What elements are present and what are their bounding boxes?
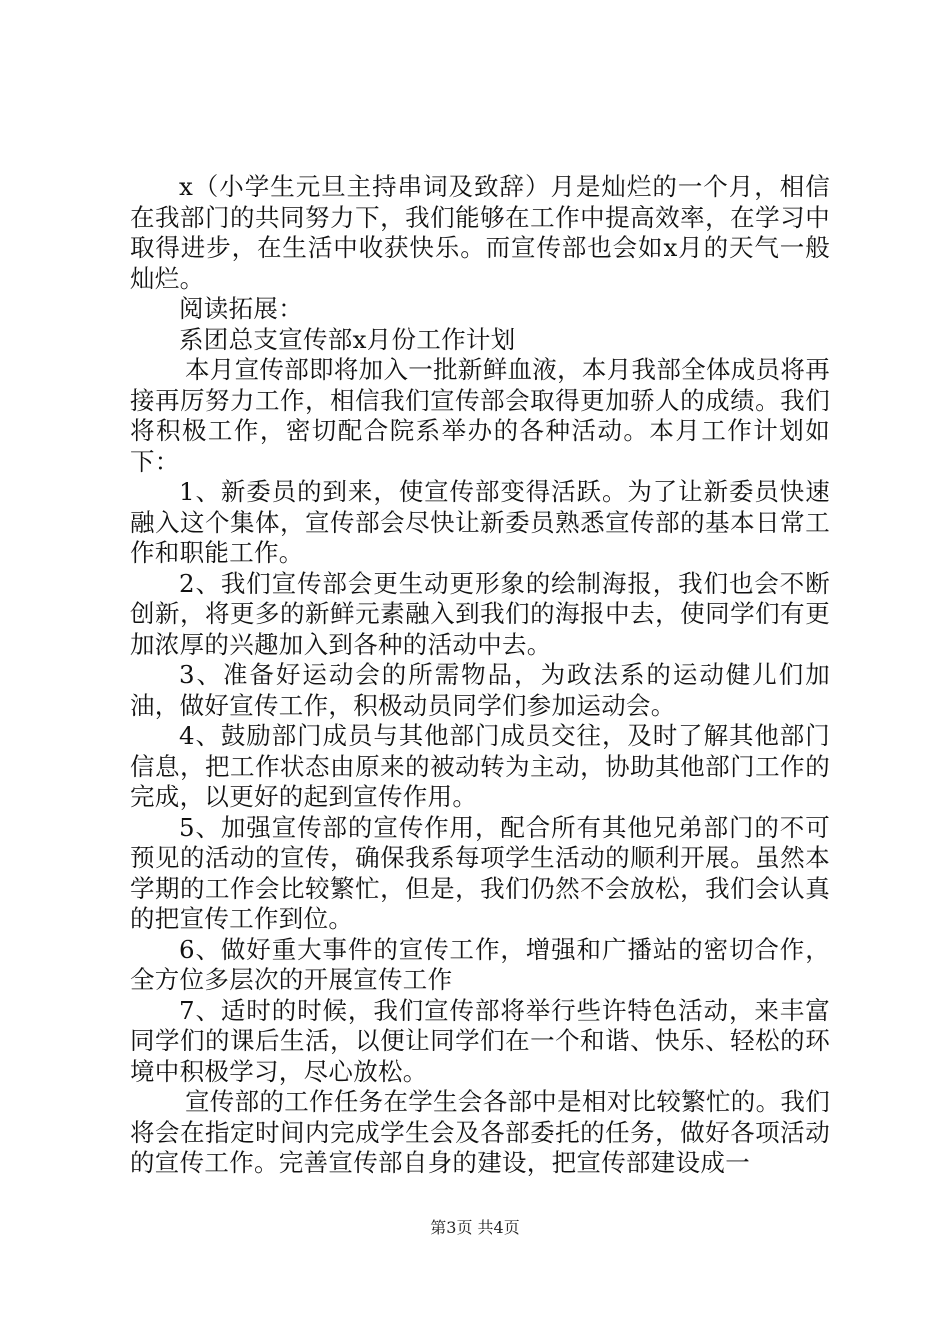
paragraph-plan-overview: 本月宣传部即将加入一批新鲜血液，本月我部全体成员将再接再厉努力工作，相信我们宣传部会取得更加骄人的成绩。我们将积极工作，密切配合院系举办的各种活动。本月工作计划如下： xyxy=(130,355,830,476)
document-body xyxy=(130,172,830,1179)
paragraph-item-2: 2、我们宣传部会更生动更形象的绘制海报，我们也会不断创新，将更多的新鲜元素融入到我们的海报中去，使同学们有更加浓厚的兴趣加入到各种的活动中去。 xyxy=(130,568,830,659)
paragraph-item-3: 3、准备好运动会的所需物品，为政法系的运动健儿们加油，做好宣传工作，积极动员同学们参加运动会。 xyxy=(130,660,830,720)
paragraph-plan-title: 系团总支宣传部x月份工作计划 xyxy=(179,324,516,354)
paragraph-item-5: 5、加强宣传部的宣传作用，配合所有其他兄弟部门的不可预见的活动的宣传，确保我系每项学生活动的顺利开展。虽然本学期的工作会比较繁忙，但是，我们仍然不会放松，我们会认真的把宣传工作到位。 xyxy=(130,812,830,933)
paragraph-closing: 宣传部的工作任务在学生会各部中是相对比较繁忙的。我们将会在指定时间内完成学生会及各部委托的任务，做好各项活动的宣传工作。完善宣传部自身的建设，把宣传部建设成一 xyxy=(130,1087,830,1177)
paragraph-item-4: 4、鼓励部门成员与其他部门成员交往，及时了解其他部门信息，把工作状态由原来的被动转为主动，协助其他部门工作的完成，以更好的起到宣传作用。 xyxy=(130,721,830,811)
paragraph-intro: x（小学生元旦主持串词及致辞）月是灿烂的一个月，相信在我部门的共同努力下，我们能够在工作中提高效率，在学习中取得进步，在生活中收获快乐。而宣传部也会如x月的天气一般灿烂。 xyxy=(130,172,830,293)
paragraph-item-6: 6、做好重大事件的宣传工作，增强和广播站的密切合作，全方位多层次的开展宣传工作 xyxy=(130,934,830,994)
paragraph-item-7: 7、适时的时候，我们宣传部将举行些许特色活动，来丰富同学们的课后生活，以便让同学们在一个和谐、快乐、轻松的环境中积极学习，尽心放松。 xyxy=(130,995,830,1086)
paragraph-item-1: 1、新委员的到来，使宣传部变得活跃。为了让新委员快速融入这个集体，宣传部会尽快让新委员熟悉宣传部的基本日常工作和职能工作。 xyxy=(130,477,830,567)
page-footer: 第3页 共4页 xyxy=(430,1218,520,1237)
paragraph-reading-extension: 阅读拓展： xyxy=(179,294,303,323)
